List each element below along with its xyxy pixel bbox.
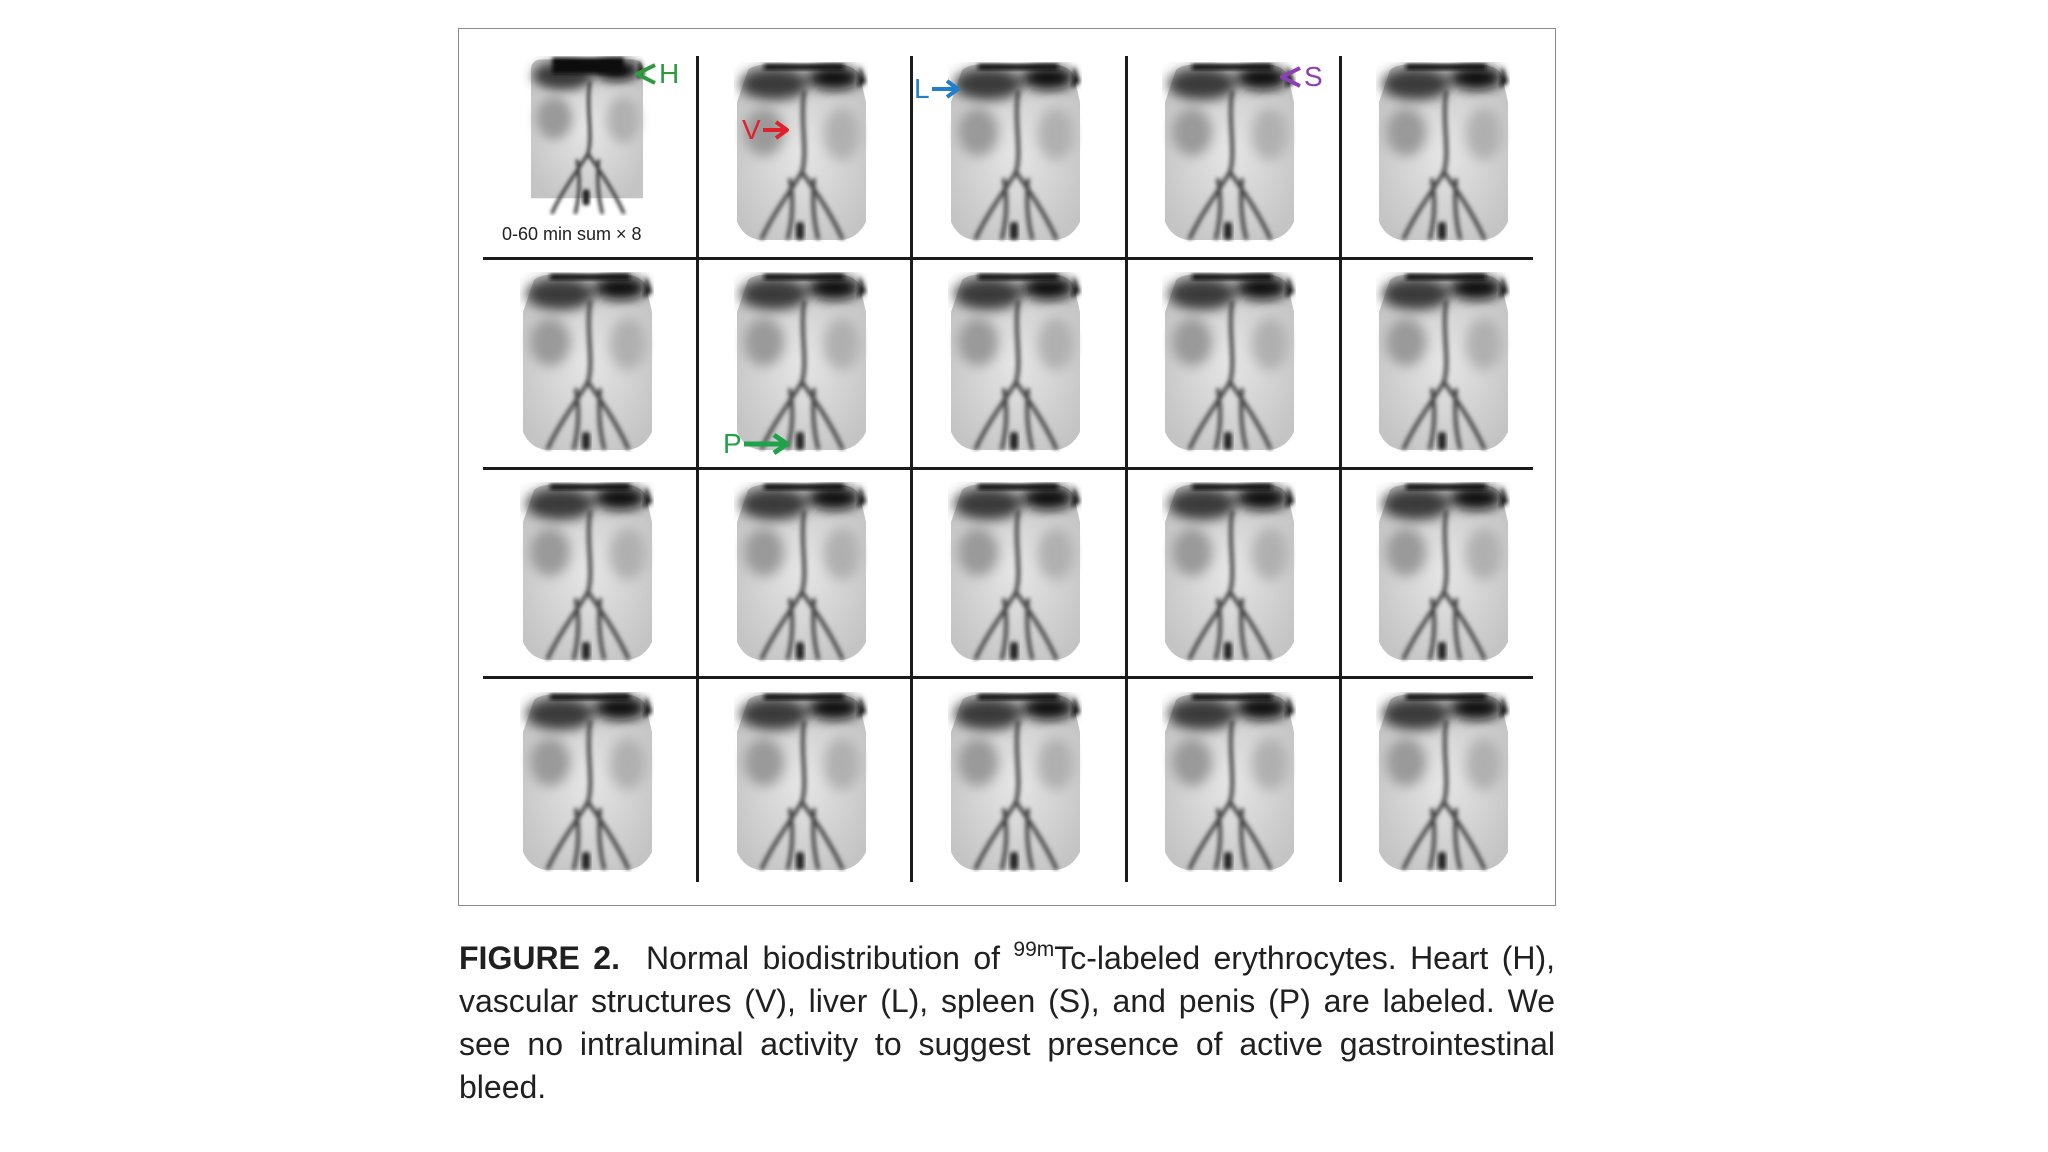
scan-image: [1162, 482, 1296, 662]
scan-image: [948, 62, 1082, 242]
caption-text-rest: Tc-labeled erythrocytes. Heart (H), vascular structures (V), liver (L), spleen (S), and penis (P) are labeled. We see no intraluminal activity to suggest presence of active gastrointestinal bleed.: [459, 940, 1556, 1105]
scan-frame: [1340, 684, 1554, 893]
scan-frame: [1340, 264, 1554, 473]
scan-frame: [912, 264, 1126, 473]
penis-marker-letter: P: [723, 428, 742, 459]
scan-image: [1376, 692, 1510, 872]
spleen-marker-letter: S: [1304, 61, 1323, 92]
arrow-right-icon: [930, 77, 962, 101]
scan-image: [734, 482, 868, 662]
scan-image: [520, 482, 654, 662]
scan-image: [1376, 272, 1510, 452]
isotope-superscript: 99m: [1013, 938, 1055, 961]
scan-image: [734, 272, 868, 452]
figure-number: FIGURE 2.: [459, 940, 620, 976]
grid-divider-horizontal: [483, 467, 1533, 470]
liver-marker-letter: L: [914, 73, 930, 104]
scan-image: [1162, 272, 1296, 452]
scan-image: [948, 272, 1082, 452]
scan-frame: [484, 684, 698, 893]
grid-divider-horizontal: [483, 676, 1533, 679]
scan-frame: [1126, 264, 1340, 473]
scan-image: [734, 692, 868, 872]
figure-caption: [459, 937, 1555, 1109]
penis-marker: [723, 430, 792, 458]
arrow-left-icon: [631, 62, 659, 86]
scan-frame: [1126, 684, 1340, 893]
liver-marker: [914, 75, 962, 103]
heart-marker-letter: H: [659, 58, 680, 89]
scan-image: [520, 272, 654, 452]
grid-divider-horizontal: [483, 257, 1533, 260]
first-frame-label: 0-60 min sum × 8: [502, 224, 642, 244]
arrow-right-icon: [742, 432, 792, 456]
vascular-marker-letter: V: [742, 114, 761, 145]
scan-image: [1376, 62, 1510, 242]
scan-frame: [698, 54, 912, 263]
scan-frame: [1340, 474, 1554, 683]
scan-frame: [698, 684, 912, 893]
scan-image: [520, 692, 654, 872]
arrow-left-icon: [1276, 65, 1304, 89]
spleen-marker: [1276, 63, 1323, 91]
scan-image: [734, 62, 868, 242]
vascular-marker: [742, 116, 791, 144]
scan-grid: [484, 54, 1532, 894]
arrow-right-icon: [761, 118, 791, 142]
scan-frame: [912, 684, 1126, 893]
heart-marker: [631, 60, 679, 88]
scan-image: [948, 482, 1082, 662]
scan-frame: [1340, 54, 1554, 263]
scan-frame: [698, 474, 912, 683]
scan-image: [948, 692, 1082, 872]
scan-frame: [912, 474, 1126, 683]
scan-frame: [484, 474, 698, 683]
scan-frame: [484, 264, 698, 473]
scan-frame: [1126, 474, 1340, 683]
caption-text-start: Normal biodistribution of: [645, 940, 1014, 976]
scan-image: [1162, 692, 1296, 872]
scan-image: [1376, 482, 1510, 662]
